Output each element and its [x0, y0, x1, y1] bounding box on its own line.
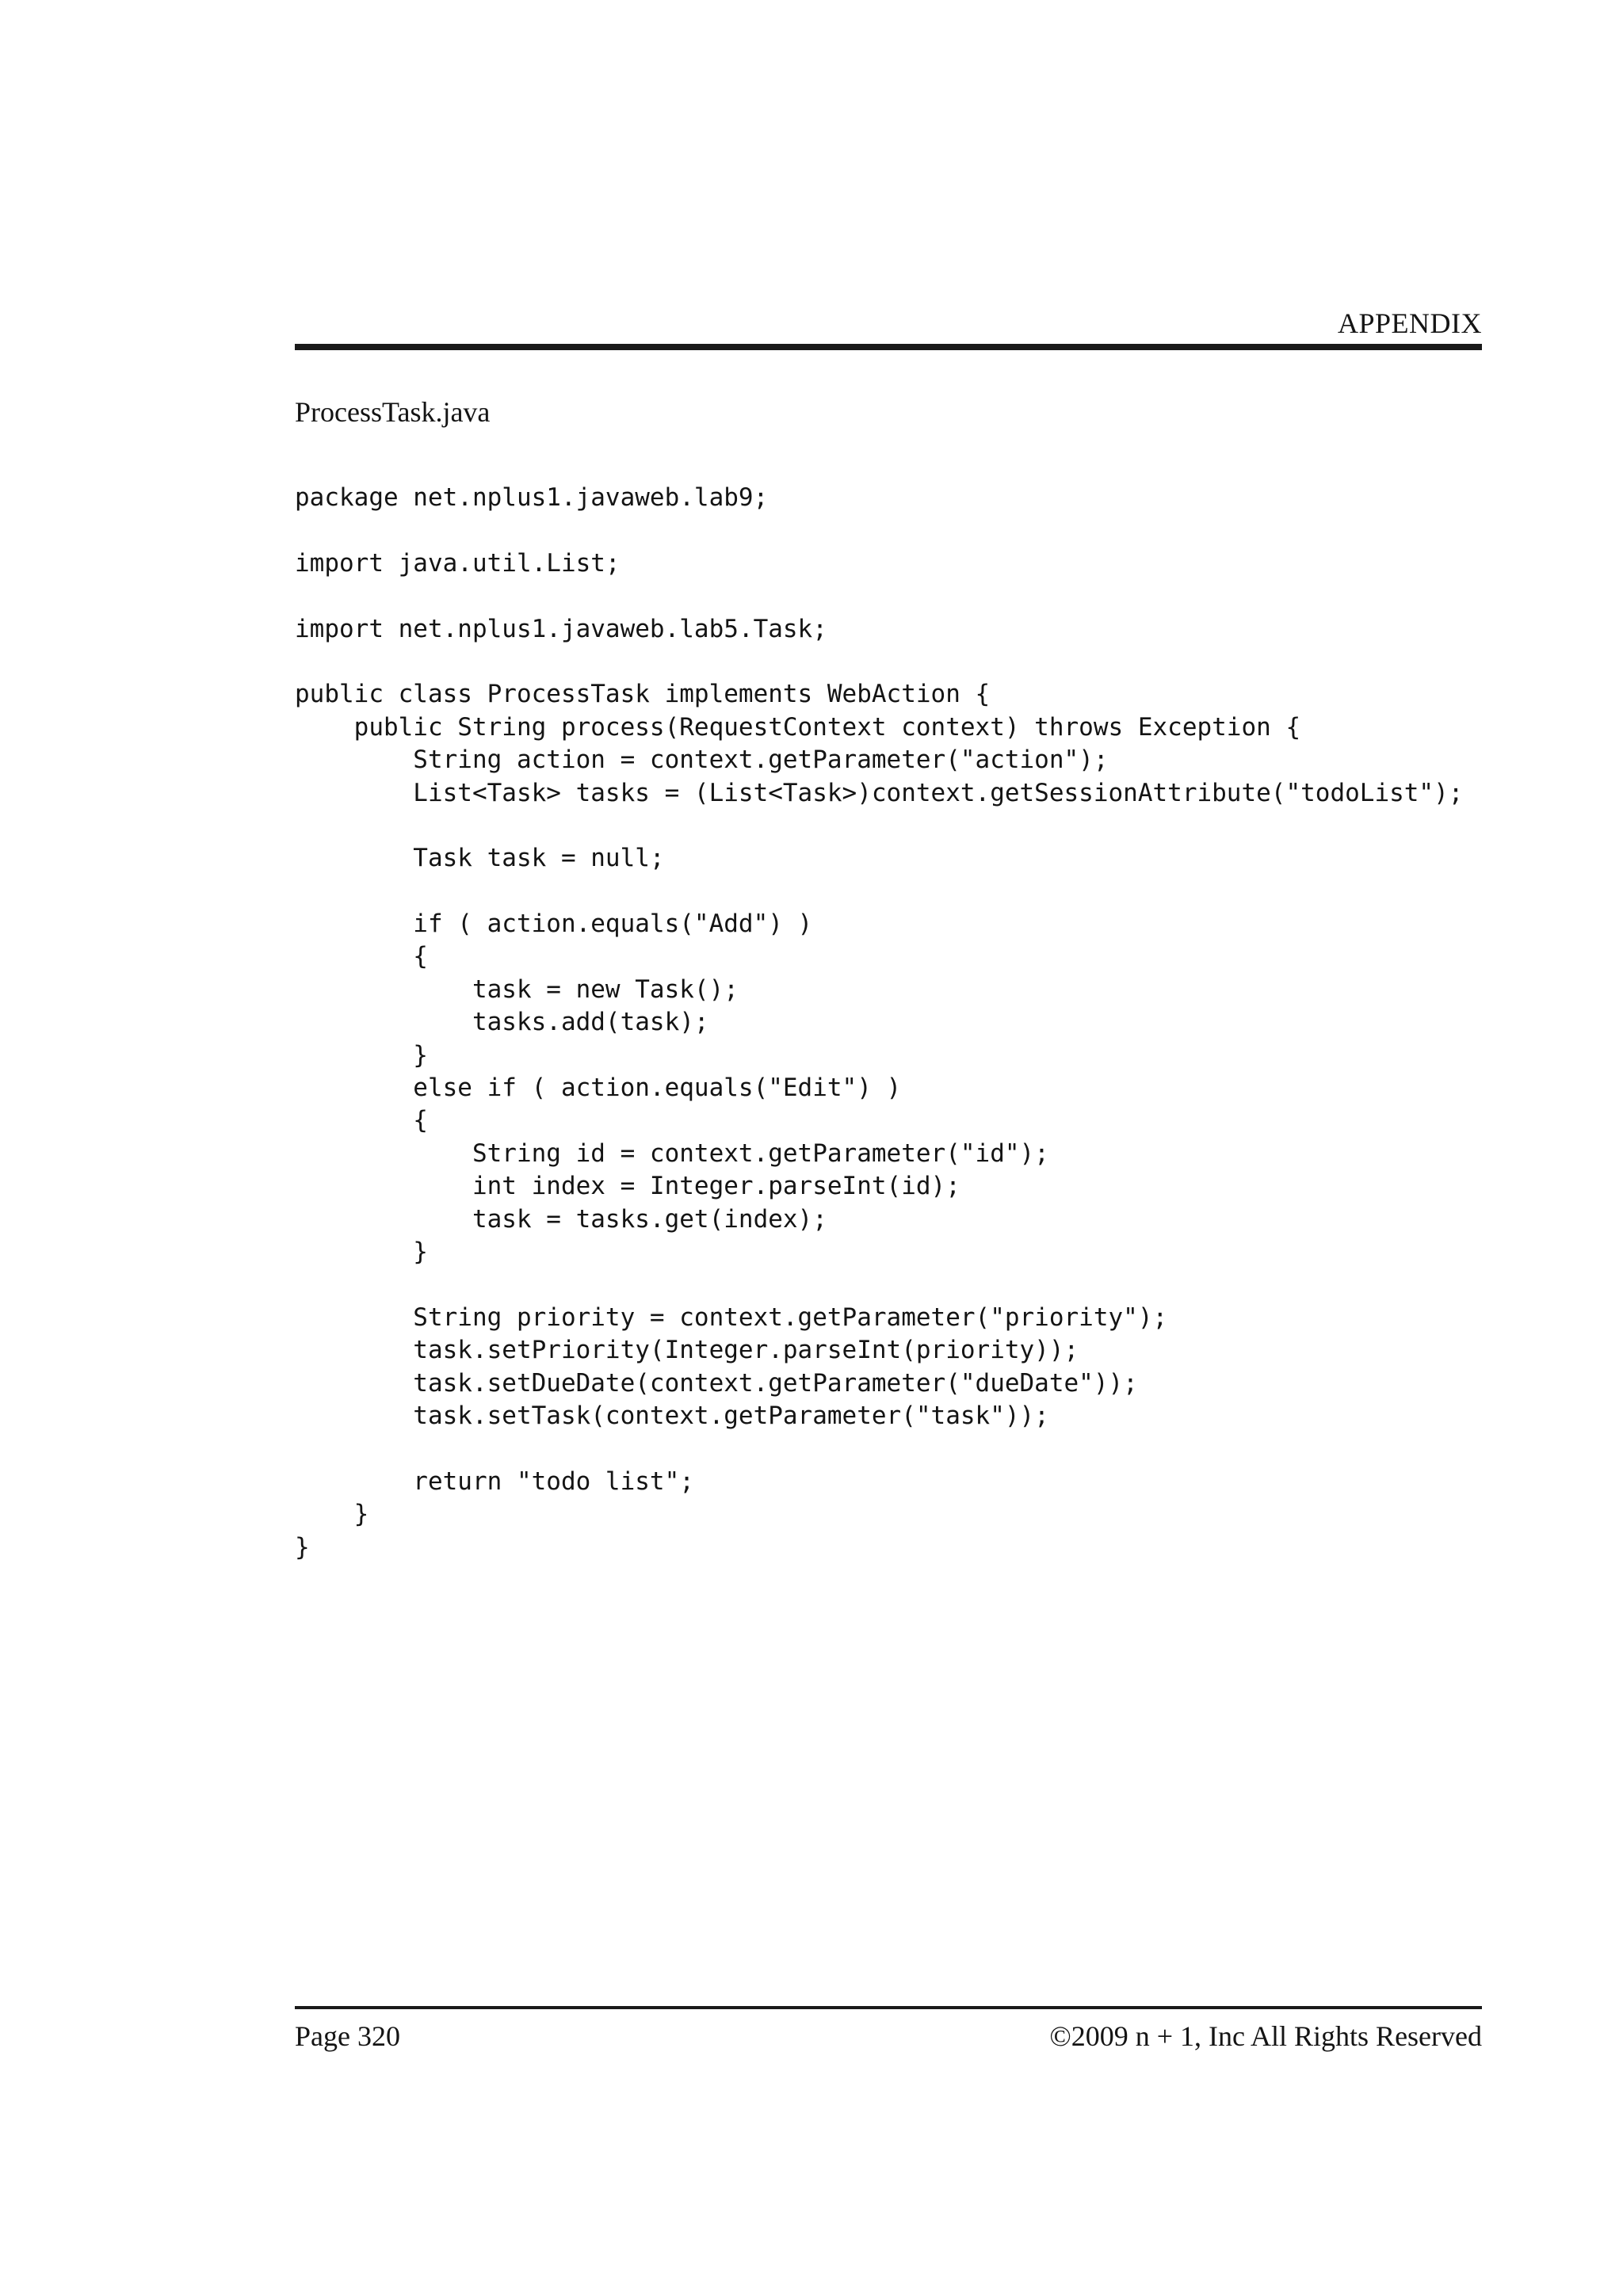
code-line — [295, 1432, 1463, 1465]
code-line: import java.util.List; — [295, 548, 621, 578]
code-line: task = tasks.get(index); — [295, 1204, 827, 1234]
page-number: Page 320 — [295, 2020, 400, 2052]
code-line: task = new Task(); — [295, 974, 739, 1004]
code-line: import net.nplus1.javaweb.lab5.Task; — [295, 614, 827, 643]
header-title: APPENDIX — [1337, 307, 1482, 339]
code-line: tasks.add(task); — [295, 1008, 709, 1037]
code-line: List<Task> tasks = (List<Task>)context.getSessionAttribute("todoList"); — [295, 778, 1464, 807]
code-line: int index = Integer.parseInt(id); — [295, 1172, 960, 1201]
header-rule — [295, 344, 1482, 350]
code-line: public String process(RequestContext context) throws Exception { — [295, 712, 1301, 742]
code-line — [295, 1268, 1463, 1301]
code-line: String action = context.getParameter("action"); — [295, 746, 1109, 775]
code-line: if ( action.equals("Add") ) — [295, 910, 813, 939]
code-line: return "todo list"; — [295, 1466, 694, 1496]
footer-rule — [295, 2006, 1482, 2009]
code-line — [295, 514, 1463, 547]
code-line — [295, 580, 1463, 612]
code-line — [295, 875, 1463, 908]
code-line: { — [295, 1106, 428, 1135]
code-line: task.setPriority(Integer.parseInt(priority)); — [295, 1336, 1079, 1365]
file-caption: ProcessTask.java — [295, 396, 491, 428]
code-line: else if ( action.equals("Edit") ) — [295, 1074, 902, 1103]
code-line: { — [295, 942, 428, 971]
code-listing — [295, 482, 1463, 1564]
code-line: task.setTask(context.getParameter("task")); — [295, 1401, 1049, 1430]
code-line: String id = context.getParameter("id"); — [295, 1138, 1049, 1168]
code-line: } — [295, 1040, 428, 1070]
code-line: } — [295, 1500, 369, 1529]
code-line: package net.nplus1.javaweb.lab9; — [295, 483, 769, 512]
code-line — [295, 646, 1463, 678]
code-line: } — [295, 1532, 310, 1562]
code-line: task.setDueDate(context.getParameter("dueDate")); — [295, 1368, 1138, 1398]
copyright-notice: ©2009 n + 1, Inc All Rights Reserved — [1049, 2020, 1482, 2052]
code-line: Task task = null; — [295, 844, 665, 873]
code-line — [295, 810, 1463, 842]
code-line: public class ProcessTask implements WebAction { — [295, 680, 991, 709]
code-line: } — [295, 1237, 428, 1266]
code-line: String priority = context.getParameter("priority"); — [295, 1302, 1168, 1332]
